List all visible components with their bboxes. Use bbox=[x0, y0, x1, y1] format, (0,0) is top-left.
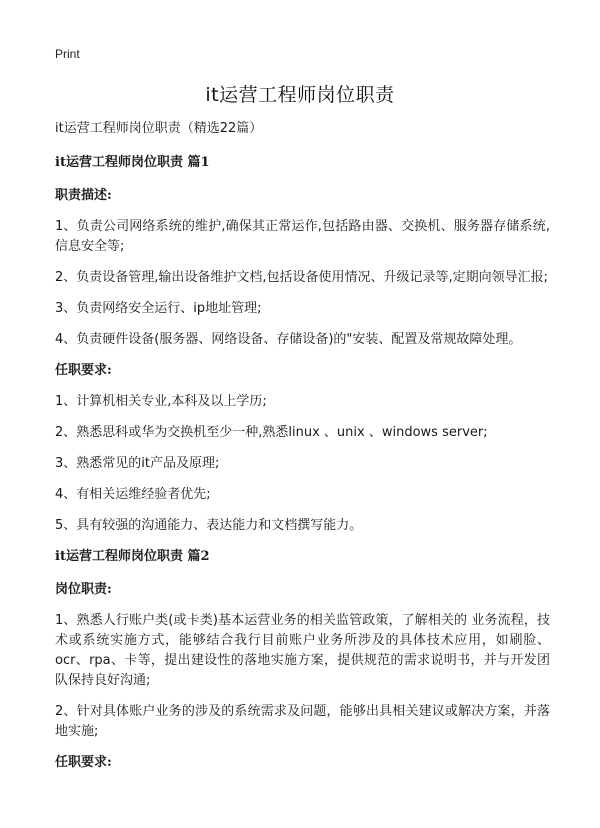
requirements-heading: 任职要求: bbox=[55, 755, 112, 770]
requirement-item: 5、具有较强的沟通能力、表达能力和文档撰写能力。 bbox=[55, 518, 363, 533]
requirements-heading: 任职要求: bbox=[55, 363, 112, 378]
document-subtitle: it运营工程师岗位职责（精选22篇） bbox=[55, 121, 263, 136]
document-body bbox=[55, 119, 550, 784]
duty-item: 4、负责硬件设备(服务器、网络设备、存储设备)的"安装、配置及常规故障处理。 bbox=[55, 332, 522, 347]
section-title: it运营工程师岗位职责 篇2 bbox=[55, 549, 210, 564]
duties-heading: 职责描述: bbox=[55, 188, 112, 203]
page-title: it运营工程师岗位职责 bbox=[205, 84, 395, 106]
duty-item: 2、负责设备管理,输出设备维护文档,包括设备使用情况、升级记录等,定期向领导汇报; bbox=[55, 270, 549, 285]
requirement-item: 2、熟悉思科或华为交换机至少一种,熟悉linux 、unix 、windows server; bbox=[55, 425, 488, 440]
duty-item: 3、负责网络安全运行、ip地址管理; bbox=[55, 301, 262, 316]
duty-item: 2、针对具体账户业务的涉及的系统需求及问题，能够出具相关建议或解决方案，并落地实施; bbox=[55, 704, 550, 739]
duty-item: 1、熟悉人行账户类(或卡类)基本运营业务的相关监管政策，了解相关的 业务流程，技术或系统实施方式，能够结合我行目前账户业务所涉及的具体技术应用，如刷脸、ocr、rpa、卡等，提出建设性的落地实施方案，提供规范的需求说明书，并与开发团队保持良好沟通; bbox=[55, 613, 550, 688]
section-title: it运营工程师岗位职责 篇1 bbox=[55, 155, 210, 170]
duties-heading: 岗位职责: bbox=[55, 582, 112, 597]
requirement-item: 3、熟悉常见的it产品及原理; bbox=[55, 456, 220, 471]
requirement-item: 1、计算机相关专业,本科及以上学历; bbox=[55, 394, 267, 409]
print-label: Print bbox=[55, 47, 80, 61]
requirement-item: 4、有相关运维经验者优先; bbox=[55, 487, 211, 502]
duty-item: 1、负责公司网络系统的维护,确保其正常运作,包括路由器、交换机、服务器存储系统,信息安全等; bbox=[55, 219, 550, 254]
